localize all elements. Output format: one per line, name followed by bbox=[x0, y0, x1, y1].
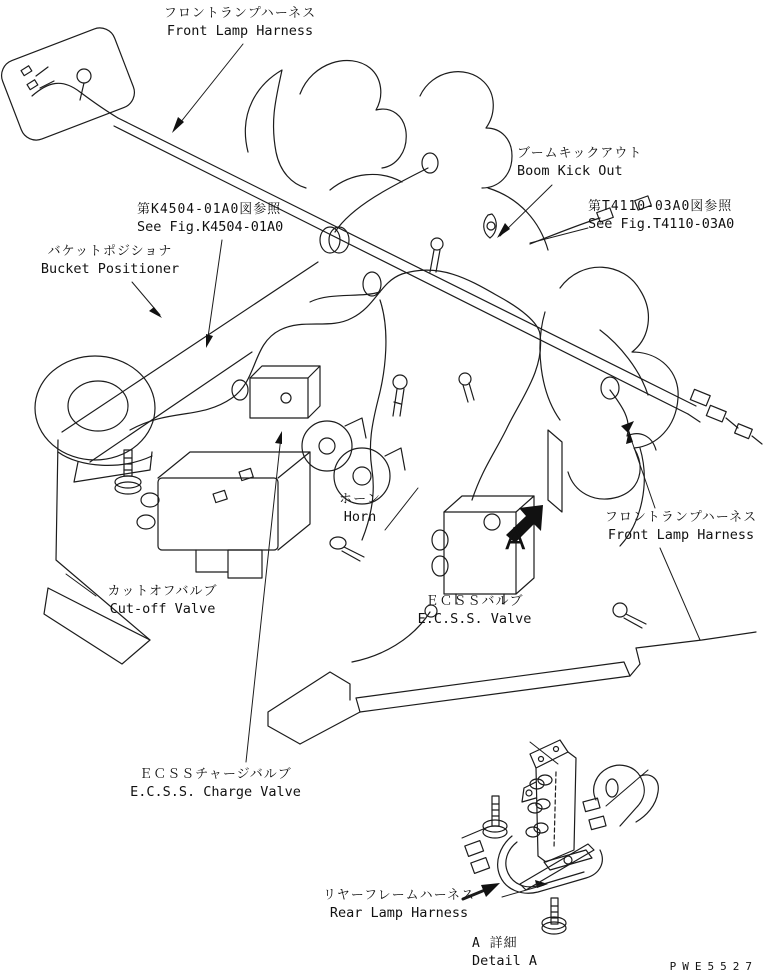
label-horn-en: Horn bbox=[343, 508, 377, 525]
control-valve-block bbox=[137, 452, 310, 578]
label-front-lamp-harness-right-jp: フロントランプハーネス bbox=[604, 510, 758, 525]
label-front-lamp-harness-top-en: Front Lamp Harness bbox=[166, 22, 314, 39]
label-ecss-charge-valve-en: E.C.S.S. Charge Valve bbox=[130, 783, 301, 800]
front-lamp-assembly bbox=[0, 23, 139, 144]
label-horn bbox=[322, 492, 398, 526]
machine-body-top bbox=[245, 60, 548, 253]
label-see-fig-t4110 bbox=[588, 199, 734, 233]
label-rear-lamp-harness-en: Rear Lamp Harness bbox=[329, 904, 469, 921]
bolts bbox=[115, 238, 646, 628]
label-cut-off-valve-en: Cut-off Valve bbox=[109, 600, 216, 617]
label-horn-jp: ホーン bbox=[339, 492, 381, 507]
figure-code: PWE5527 bbox=[669, 960, 758, 973]
charge-valve-box bbox=[250, 366, 320, 418]
label-detail-a-en: Detail A bbox=[472, 952, 538, 969]
horn-left bbox=[302, 418, 366, 471]
machine-body-right bbox=[540, 267, 678, 546]
label-see-fig-k4504 bbox=[137, 202, 283, 236]
label-see-fig-t4110-jp: 第T4110-03A0図参照 bbox=[588, 199, 733, 214]
label-front-lamp-harness-right bbox=[598, 510, 764, 544]
label-boom-kick-out-jp: ブームキックアウト bbox=[517, 146, 643, 161]
label-bucket-positioner-jp: バケットポジショナ bbox=[47, 244, 173, 259]
label-ecss-charge-valve-jp: ＥＣＳＳチャージバルブ bbox=[139, 767, 292, 782]
label-front-lamp-harness-right-en: Front Lamp Harness bbox=[607, 526, 755, 543]
label-ecss-valve-en: E.C.S.S. Valve bbox=[417, 610, 532, 627]
label-front-lamp-harness-top-jp: フロントランプハーネス bbox=[163, 6, 317, 21]
label-boom-kick-out-en: Boom Kick Out bbox=[517, 162, 623, 179]
label-ecss-valve bbox=[402, 594, 547, 628]
frame-lines bbox=[44, 262, 756, 744]
label-ecss-valve-jp: ＥＣＳＳバルブ bbox=[425, 594, 524, 609]
label-see-fig-t4110-en: See Fig.T4110-03A0 bbox=[588, 215, 735, 232]
torque-converter bbox=[35, 356, 155, 482]
label-boom-kick-out bbox=[517, 146, 642, 180]
label-bucket-positioner-en: Bucket Positioner bbox=[40, 260, 180, 277]
label-see-fig-k4504-en: See Fig.K4504-01A0 bbox=[137, 218, 284, 235]
label-ecss-charge-valve bbox=[118, 767, 313, 801]
view-marker-a: A bbox=[505, 522, 526, 557]
label-detail-a bbox=[472, 936, 537, 970]
label-rear-lamp-harness-jp: リヤーフレームハーネス bbox=[323, 888, 475, 903]
label-see-fig-k4504-jp: 第K4504-01A0図参照 bbox=[137, 202, 282, 217]
label-front-lamp-harness-top bbox=[150, 6, 330, 40]
label-rear-lamp-harness bbox=[290, 888, 508, 922]
label-cut-off-valve bbox=[85, 584, 240, 618]
label-cut-off-valve-jp: カットオフバルブ bbox=[107, 584, 218, 599]
label-bucket-positioner bbox=[20, 244, 200, 278]
label-detail-a-jp: A 詳細 bbox=[472, 936, 518, 951]
